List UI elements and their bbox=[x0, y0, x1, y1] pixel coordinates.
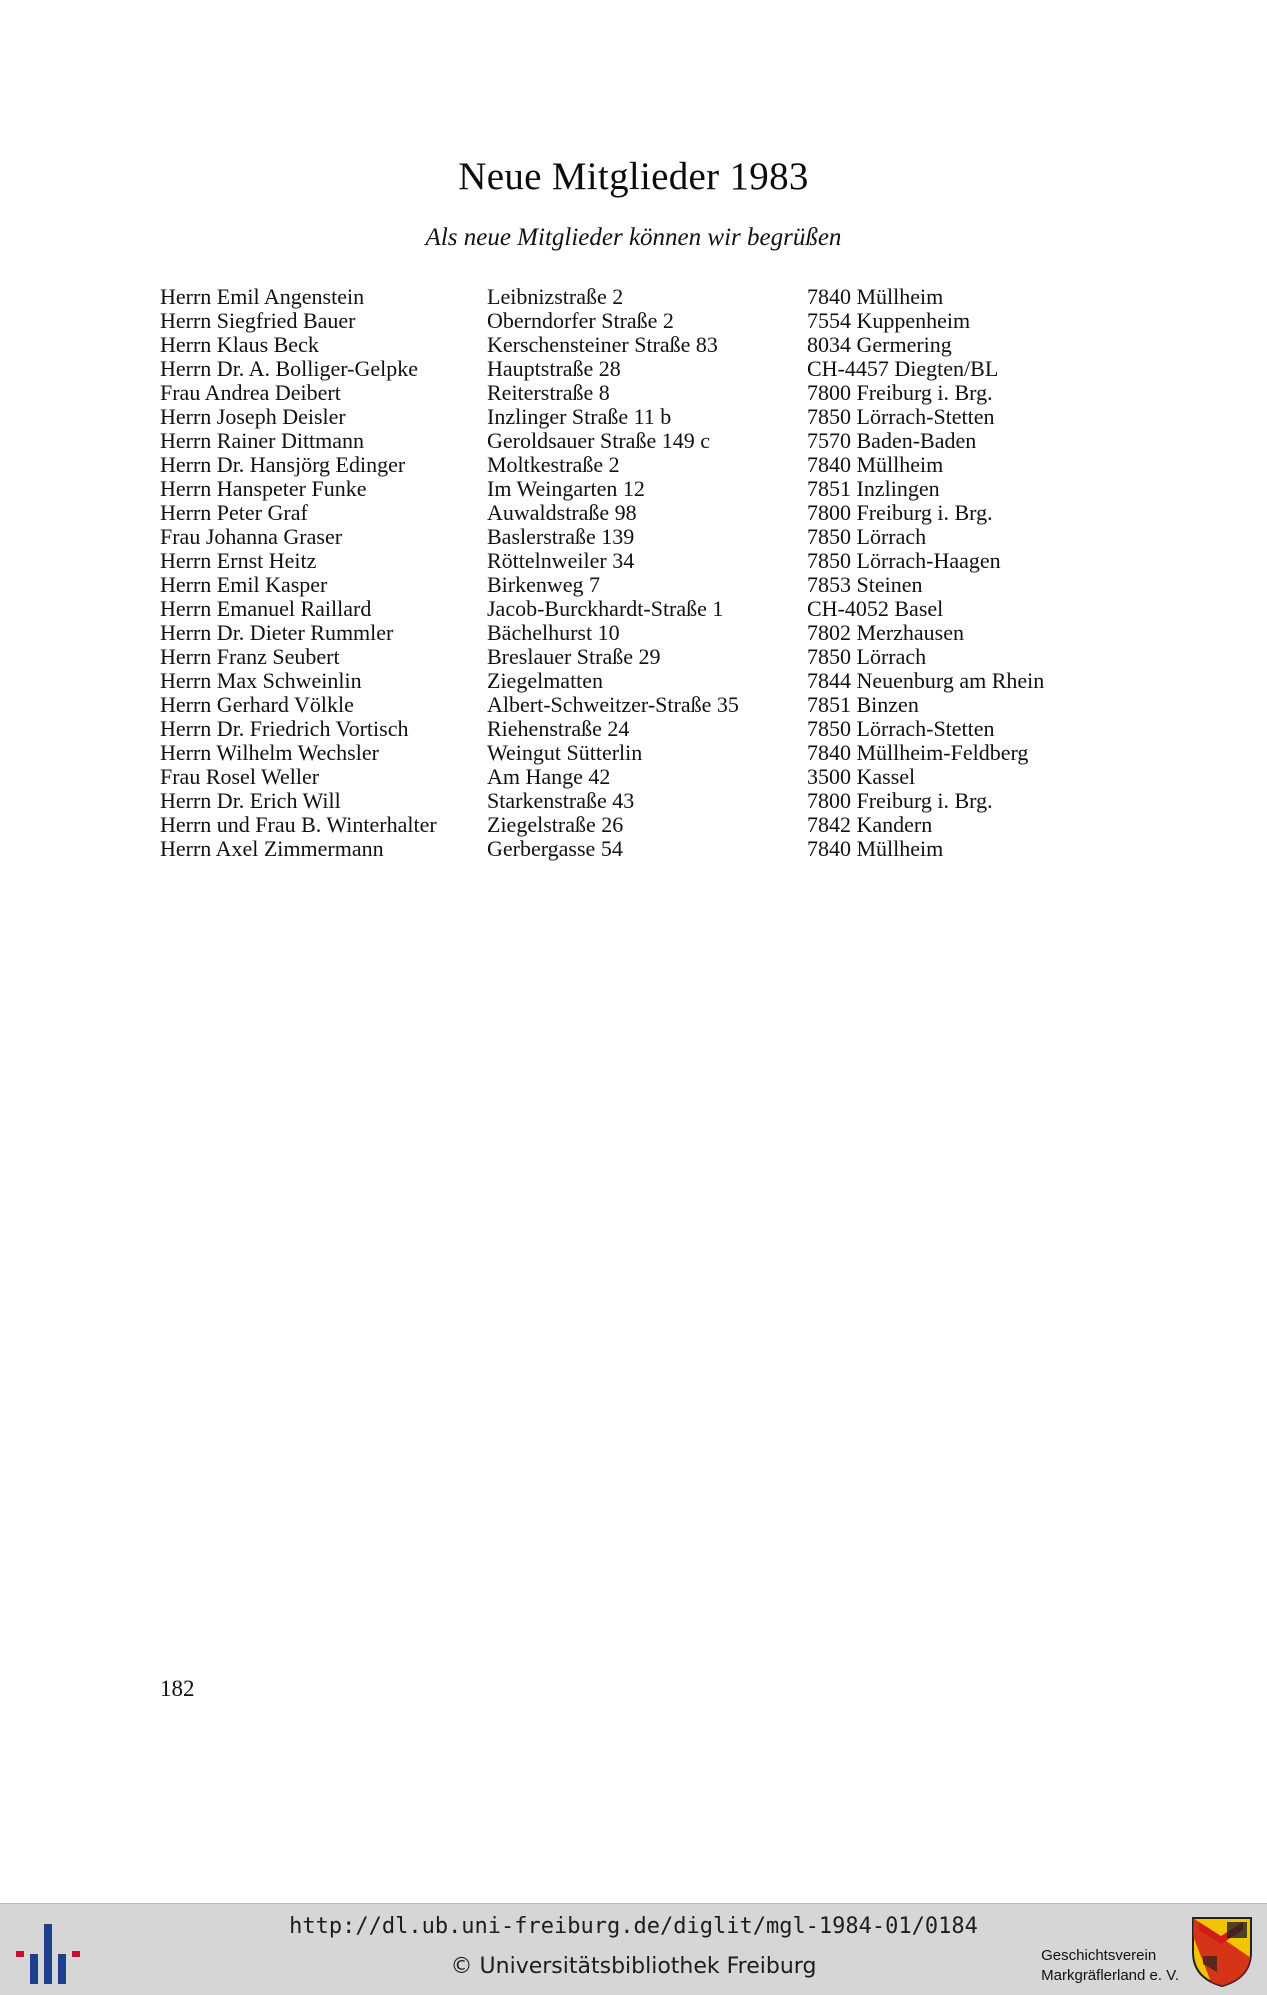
member-row bbox=[160, 573, 1090, 597]
member-city: 7840 Müllheim bbox=[807, 452, 944, 477]
member-name: Herrn Ernst Heitz bbox=[160, 548, 317, 573]
member-row bbox=[160, 549, 1090, 573]
member-street: Reiterstraße 8 bbox=[487, 380, 610, 405]
member-street: Oberndorfer Straße 2 bbox=[487, 308, 674, 333]
member-city: 7850 Lörrach-Haagen bbox=[807, 548, 1001, 573]
page-title: Neue Mitglieder 1983 bbox=[458, 155, 809, 198]
member-street: Moltkestraße 2 bbox=[487, 452, 620, 477]
member-row bbox=[160, 597, 1090, 621]
member-row bbox=[160, 333, 1090, 357]
member-name: Herrn Max Schweinlin bbox=[160, 668, 362, 693]
member-row bbox=[160, 453, 1090, 477]
member-street: Weingut Sütterlin bbox=[487, 740, 643, 765]
member-name: Herrn Dr. Erich Will bbox=[160, 788, 341, 813]
member-city: 7840 Müllheim bbox=[807, 284, 944, 309]
member-row bbox=[160, 789, 1090, 813]
member-name: Herrn Dr. Dieter Rummler bbox=[160, 620, 394, 645]
coat-of-arms-icon[interactable] bbox=[1191, 1916, 1253, 1988]
member-street: Breslauer Straße 29 bbox=[487, 644, 661, 669]
member-city: 7802 Merzhausen bbox=[807, 620, 965, 645]
member-name: Herrn Hanspeter Funke bbox=[160, 476, 367, 501]
member-city: 7554 Kuppenheim bbox=[807, 308, 971, 333]
member-row bbox=[160, 381, 1090, 405]
member-street: Baslerstraße 139 bbox=[487, 524, 635, 549]
member-row bbox=[160, 357, 1090, 381]
member-row bbox=[160, 525, 1090, 549]
member-row bbox=[160, 741, 1090, 765]
member-row bbox=[160, 813, 1090, 837]
member-row bbox=[160, 477, 1090, 501]
member-city: 7853 Steinen bbox=[807, 572, 923, 597]
member-city: 7851 Inzlingen bbox=[807, 476, 940, 501]
member-row bbox=[160, 429, 1090, 453]
member-street: Leibnizstraße 2 bbox=[487, 284, 624, 309]
member-street: Am Hange 42 bbox=[487, 764, 611, 789]
member-city: 7844 Neuenburg am Rhein bbox=[807, 668, 1045, 693]
member-row bbox=[160, 717, 1090, 741]
member-row bbox=[160, 693, 1090, 717]
member-name: Herrn Joseph Deisler bbox=[160, 404, 346, 429]
member-street: Bächelhurst 10 bbox=[487, 620, 620, 645]
member-street: Riehenstraße 24 bbox=[487, 716, 630, 741]
society-name-line1: Geschichtsverein bbox=[1041, 1947, 1157, 1964]
member-row bbox=[160, 501, 1090, 525]
member-name: Herrn Dr. Hansjörg Edinger bbox=[160, 452, 406, 477]
member-name: Herrn Emil Angenstein bbox=[160, 284, 365, 309]
member-street: Albert-Schweitzer-Straße 35 bbox=[487, 692, 739, 717]
member-city: 7850 Lörrach bbox=[807, 644, 927, 669]
copyright-notice: © Universitätsbibliothek Freiburg bbox=[450, 1954, 817, 1979]
member-city: 7842 Kandern bbox=[807, 812, 933, 837]
member-city: 7850 Lörrach bbox=[807, 524, 927, 549]
member-city: 7800 Freiburg i. Brg. bbox=[807, 500, 993, 525]
permalink-url[interactable]: http://dl.ub.uni-freiburg.de/diglit/mgl-1984-01/0184 bbox=[289, 1914, 978, 1939]
member-city: 8034 Germering bbox=[807, 332, 952, 357]
member-name: Herrn Gerhard Völkle bbox=[160, 692, 354, 717]
member-city: CH-4457 Diegten/BL bbox=[807, 356, 999, 381]
member-street: Birkenweg 7 bbox=[487, 572, 601, 597]
member-city: 7840 Müllheim bbox=[807, 836, 944, 861]
member-city: 7800 Freiburg i. Brg. bbox=[807, 380, 993, 405]
viewer-footer bbox=[0, 1903, 1267, 1995]
member-name: Frau Johanna Graser bbox=[160, 524, 343, 549]
member-name: Herrn Emil Kasper bbox=[160, 572, 328, 597]
member-row bbox=[160, 621, 1090, 645]
member-name: Herrn Dr. A. Bolliger-Gelpke bbox=[160, 356, 418, 381]
society-name-line2: Markgräflerland e. V. bbox=[1041, 1967, 1179, 1984]
member-row bbox=[160, 645, 1090, 669]
member-name: Herrn Franz Seubert bbox=[160, 644, 340, 669]
member-street: Auwaldstraße 98 bbox=[487, 500, 637, 525]
member-city: 7570 Baden-Baden bbox=[807, 428, 977, 453]
member-row bbox=[160, 765, 1090, 789]
member-street: Röttelnweiler 34 bbox=[487, 548, 635, 573]
member-name: Herrn Wilhelm Wechsler bbox=[160, 740, 379, 765]
page-number: 182 bbox=[160, 1676, 195, 1701]
member-street: Im Weingarten 12 bbox=[487, 476, 645, 501]
member-street: Ziegelmatten bbox=[487, 668, 604, 693]
member-name: Herrn Klaus Beck bbox=[160, 332, 319, 357]
member-name: Herrn Rainer Dittmann bbox=[160, 428, 365, 453]
member-name: Frau Rosel Weller bbox=[160, 764, 320, 789]
society-name bbox=[1041, 1946, 1179, 1986]
member-name: Frau Andrea Deibert bbox=[160, 380, 341, 405]
member-city: 7840 Müllheim-Feldberg bbox=[807, 740, 1029, 765]
member-street: Jacob-Burckhardt-Straße 1 bbox=[487, 596, 724, 621]
member-city: 7800 Freiburg i. Brg. bbox=[807, 788, 993, 813]
member-row bbox=[160, 837, 1090, 861]
member-list bbox=[160, 285, 1090, 861]
member-name: Herrn Emanuel Raillard bbox=[160, 596, 372, 621]
member-row bbox=[160, 285, 1090, 309]
member-row bbox=[160, 669, 1090, 693]
member-city: 3500 Kassel bbox=[807, 764, 916, 789]
member-city: 7851 Binzen bbox=[807, 692, 919, 717]
member-street: Starkenstraße 43 bbox=[487, 788, 635, 813]
member-city: 7850 Lörrach-Stetten bbox=[807, 716, 995, 741]
member-street: Ziegelstraße 26 bbox=[487, 812, 624, 837]
member-street: Kerschensteiner Straße 83 bbox=[487, 332, 718, 357]
member-name: Herrn Dr. Friedrich Vortisch bbox=[160, 716, 409, 741]
member-row bbox=[160, 405, 1090, 429]
member-name: Herrn und Frau B. Winterhalter bbox=[160, 812, 437, 837]
member-name: Herrn Siegfried Bauer bbox=[160, 308, 356, 333]
member-city: 7850 Lörrach-Stetten bbox=[807, 404, 995, 429]
member-street: Gerbergasse 54 bbox=[487, 836, 623, 861]
member-street: Hauptstraße 28 bbox=[487, 356, 621, 381]
member-row bbox=[160, 309, 1090, 333]
page-subtitle: Als neue Mitglieder können wir begrüßen bbox=[425, 224, 842, 251]
member-street: Geroldsauer Straße 149 c bbox=[487, 428, 710, 453]
member-city: CH-4052 Basel bbox=[807, 596, 944, 621]
member-street: Inzlinger Straße 11 b bbox=[487, 404, 672, 429]
member-name: Herrn Peter Graf bbox=[160, 500, 308, 525]
member-name: Herrn Axel Zimmermann bbox=[160, 836, 384, 861]
